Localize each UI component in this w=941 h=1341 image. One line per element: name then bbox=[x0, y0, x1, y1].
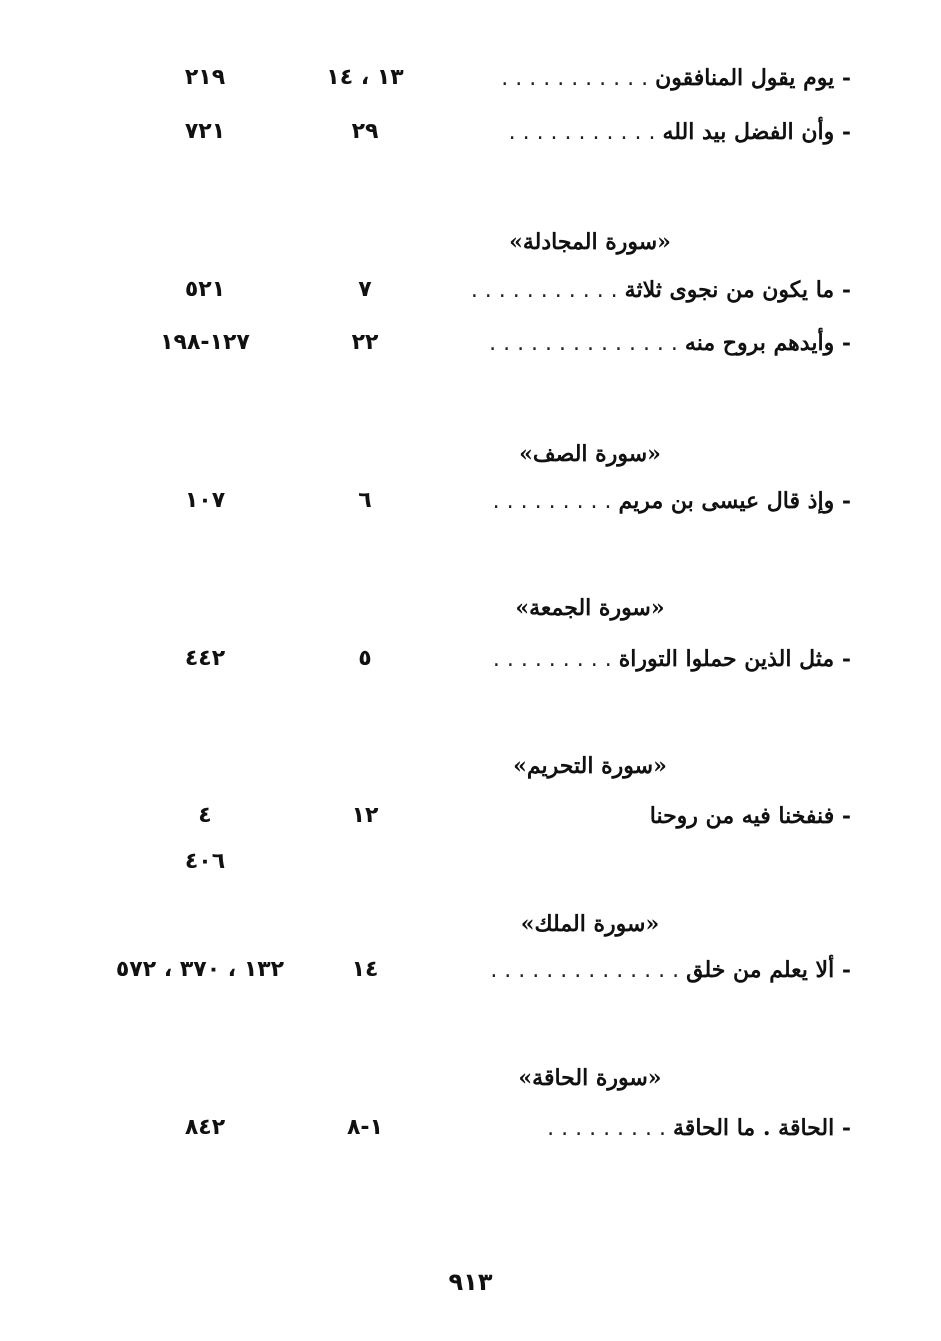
entry-phrase: - وإذ قال عيسى بن مريم . . . . . . . . . bbox=[492, 488, 851, 514]
page-references: ٤ bbox=[198, 803, 212, 828]
surah-heading: «سورة الصف» bbox=[519, 441, 661, 467]
page-references: ٤٤٢ bbox=[184, 646, 226, 671]
page-references: ٥٢١ bbox=[184, 277, 226, 302]
surah-heading: «سورة الملك» bbox=[520, 911, 660, 937]
ayah-number: ١٤ bbox=[351, 957, 379, 982]
page-references: ١٢٧-١٩٨ bbox=[160, 330, 250, 355]
leader-dots: . . . . . . . . . . . . . . bbox=[489, 331, 678, 356]
index-entry bbox=[0, 796, 941, 836]
entry-phrase: - مثل الذين حملوا التوراة . . . . . . . . . bbox=[492, 646, 851, 672]
page-number: ٩١٣ bbox=[448, 1268, 493, 1296]
ayah-number: ٦ bbox=[358, 488, 372, 513]
entry-phrase: - وأيدهم بروح منه . . . . . . . . . . . . . . bbox=[489, 330, 851, 356]
ayah-number: ٢٩ bbox=[351, 119, 379, 144]
index-entry bbox=[0, 639, 941, 679]
leader-dots: . . . . . . . . . . . bbox=[508, 120, 656, 145]
ayah-number: ٧ bbox=[358, 277, 372, 302]
ayah-number: ١-٨ bbox=[346, 1115, 383, 1140]
surah-heading: «سورة الحاقة» bbox=[518, 1065, 662, 1091]
page-references: ٢١٩ bbox=[184, 65, 226, 90]
ayah-number: ١٣ ، ١٤ bbox=[326, 65, 404, 90]
entry-phrase: - ما يكون من نجوى ثلاثة . . . . . . . . . . . bbox=[470, 277, 851, 303]
index-entry bbox=[0, 270, 941, 310]
index-entry bbox=[0, 323, 941, 363]
page-references: ٨٤٢ bbox=[184, 1115, 226, 1140]
ayah-number: ٥ bbox=[358, 646, 372, 671]
leader-dots: . . . . . . . . . . . . . . bbox=[490, 958, 680, 983]
page-references: ٧٢١ bbox=[184, 119, 226, 144]
entry-phrase: - فنفخنا فيه من روحنا bbox=[649, 803, 851, 829]
entry-phrase: - وأن الفضل بيد الله . . . . . . . . . . . bbox=[508, 119, 851, 145]
index-entry bbox=[0, 950, 941, 990]
index-entry bbox=[0, 58, 941, 98]
index-entry bbox=[0, 481, 941, 521]
index-entry bbox=[0, 1108, 941, 1148]
ayah-number: ١٢ bbox=[351, 803, 379, 828]
leader-dots: . . . . . . . . . bbox=[547, 1116, 667, 1141]
entry-phrase: - الحاقة . ما الحاقة . . . . . . . . . bbox=[547, 1115, 851, 1141]
page-references: ١٠٧ bbox=[184, 488, 226, 513]
ayah-number: ٢٢ bbox=[351, 330, 379, 355]
surah-heading: «سورة التحريم» bbox=[513, 753, 667, 779]
surah-heading: «سورة الجمعة» bbox=[515, 595, 665, 621]
leader-dots: . . . . . . . . . . . bbox=[470, 278, 618, 303]
page-references-continued: ٤٠٦ bbox=[184, 849, 226, 874]
index-entry bbox=[0, 112, 941, 152]
leader-dots: . . . . . . . . . bbox=[492, 489, 612, 514]
entry-phrase: - ألا يعلم من خلق . . . . . . . . . . . . . . bbox=[490, 957, 851, 983]
page-references: ١٣٢ ، ٣٧٠ ، ٥٧٢ bbox=[115, 957, 285, 982]
entry-phrase: - يوم يقول المنافقون . . . . . . . . . . . bbox=[501, 65, 851, 91]
leader-dots: . . . . . . . . . . . bbox=[501, 66, 649, 91]
leader-dots: . . . . . . . . . bbox=[492, 647, 612, 672]
surah-heading: «سورة المجادلة» bbox=[509, 229, 671, 255]
